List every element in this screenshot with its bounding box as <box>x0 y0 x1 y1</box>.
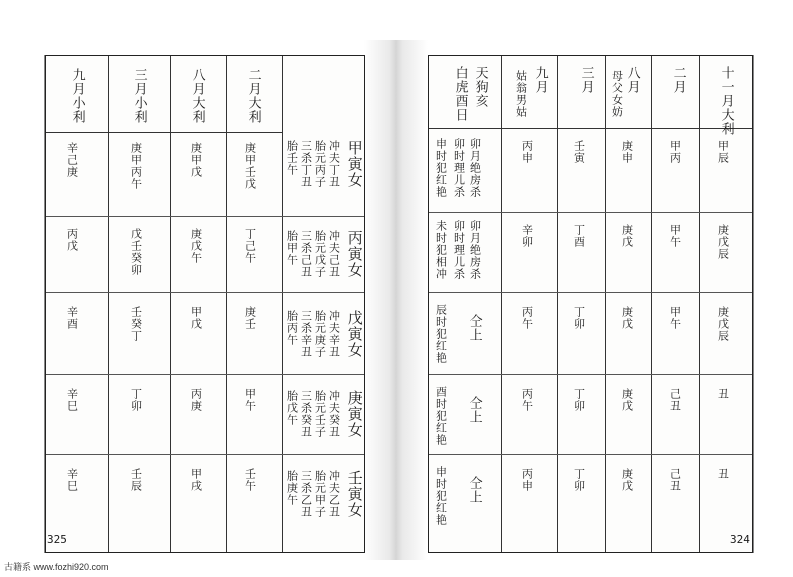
table-cell: 甲戌 <box>189 468 203 492</box>
table-cell: 丑 <box>716 388 730 400</box>
page-number: 324 <box>730 533 750 546</box>
left-hline <box>46 216 364 217</box>
month-note: 母父女妨 <box>610 70 624 118</box>
detail-column: 冲夫辛丑 <box>327 310 341 358</box>
table-cell: 丁卯 <box>572 306 586 330</box>
table-cell: 己丑 <box>668 468 682 492</box>
right-hline <box>429 128 752 129</box>
detail-column: 胎甲午 <box>285 230 299 266</box>
table-cell: 甲辰 <box>716 140 730 164</box>
table-cell: 丙申 <box>520 140 534 164</box>
table-cell: 辛酉 <box>65 306 79 330</box>
detail-column: 胎庚午 <box>285 470 299 506</box>
row-header: 丙寅女 <box>345 230 364 278</box>
table-cell: 甲丙 <box>668 140 682 164</box>
table-cell: 庚戊辰 <box>716 306 730 342</box>
table-cell: 庚甲丙午 <box>129 142 143 190</box>
table-cell: 壬寅 <box>572 140 586 164</box>
row-label: 申时犯红艳 <box>434 466 448 526</box>
row-header: 壬寅女 <box>345 470 364 518</box>
table-cell: 辛巳 <box>65 388 79 412</box>
table-cell: 丁卯 <box>572 388 586 412</box>
month-header: 三月 <box>578 66 594 94</box>
detail-column: 三杀己丑 <box>299 230 313 278</box>
row-header: 庚寅女 <box>345 390 364 438</box>
header-title: 天狗亥 <box>472 66 488 108</box>
table-cell: 庚戊 <box>620 388 634 412</box>
table-cell: 丁卯 <box>572 468 586 492</box>
page-number: 325 <box>47 533 67 546</box>
row-label: 仝上 <box>466 476 482 504</box>
table-cell: 庚申 <box>620 140 634 164</box>
table-cell: 辛巳 <box>65 468 79 492</box>
left-vline <box>170 56 171 552</box>
table-cell: 戊壬癸卯 <box>129 228 143 276</box>
table-cell: 甲午 <box>668 306 682 330</box>
right-hline <box>429 454 752 455</box>
table-cell: 辛卯 <box>520 224 534 248</box>
table-cell: 庚戊午 <box>189 228 203 264</box>
table-cell: 壬午 <box>243 468 257 492</box>
header-subtitle: 白虎酉日 <box>452 66 468 122</box>
right-hline <box>429 292 752 293</box>
row-label: 卯月绝房杀 <box>468 220 482 280</box>
left-vline <box>108 56 109 552</box>
table-cell: 丙午 <box>520 388 534 412</box>
right-hline <box>429 374 752 375</box>
table-cell: 甲午 <box>668 224 682 248</box>
book-gutter <box>364 40 428 560</box>
detail-column: 胎壬午 <box>285 140 299 176</box>
month-header: 三月小利 <box>131 68 147 124</box>
table-cell: 庚甲壬戊 <box>243 142 257 190</box>
table-cell: 丁己午 <box>243 228 257 264</box>
detail-column: 胎元戊子 <box>313 230 327 278</box>
left-table-frame <box>45 55 365 553</box>
row-label: 卯时理儿杀 <box>452 138 466 198</box>
month-header: 九月 <box>532 66 548 94</box>
row-header: 戊寅女 <box>345 310 364 358</box>
footer-watermark: 古籍系 www.fozhi920.com <box>4 562 109 572</box>
right-hline <box>429 212 752 213</box>
detail-column: 冲夫丁丑 <box>327 140 341 188</box>
month-header: 八月 <box>624 66 640 94</box>
table-cell: 辛己庚 <box>65 142 79 178</box>
row-header: 甲寅女 <box>345 140 364 188</box>
month-header: 八月大利 <box>189 68 205 124</box>
row-label: 未时犯相冲 <box>434 220 448 280</box>
right-page <box>428 55 754 553</box>
table-cell: 甲午 <box>243 388 257 412</box>
detail-column: 胎元丙子 <box>313 140 327 188</box>
table-cell: 庚戊 <box>620 224 634 248</box>
detail-column: 三杀乙丑 <box>299 470 313 518</box>
month-header: 十一月大利 <box>718 66 734 136</box>
right-table-frame <box>428 55 753 553</box>
month-note: 姑翁男姑 <box>514 70 528 118</box>
table-cell: 壬癸丁 <box>129 306 143 342</box>
table-cell: 丙午 <box>520 306 534 330</box>
table-cell: 壬辰 <box>129 468 143 492</box>
row-label: 申时犯红艳 <box>434 138 448 198</box>
detail-column: 冲夫乙丑 <box>327 470 341 518</box>
table-cell: 庚壬 <box>243 306 257 330</box>
right-vline <box>699 56 700 552</box>
table-cell: 丙庚 <box>189 388 203 412</box>
table-cell: 丑 <box>716 468 730 480</box>
table-cell: 丁酉 <box>572 224 586 248</box>
detail-column: 冲夫癸丑 <box>327 390 341 438</box>
detail-column: 冲夫己丑 <box>327 230 341 278</box>
left-page <box>44 55 365 553</box>
right-vline <box>501 56 502 552</box>
table-cell: 丙申 <box>520 468 534 492</box>
table-cell: 庚戊 <box>620 306 634 330</box>
left-vline <box>226 56 227 552</box>
detail-column: 三杀癸丑 <box>299 390 313 438</box>
detail-column: 胎丙午 <box>285 310 299 346</box>
right-vline <box>557 56 558 552</box>
table-cell: 甲戊 <box>189 306 203 330</box>
row-label: 卯月绝房杀 <box>468 138 482 198</box>
table-cell: 庚甲戊 <box>189 142 203 178</box>
detail-column: 三杀丁丑 <box>299 140 313 188</box>
detail-column: 胎元甲子 <box>313 470 327 518</box>
table-cell: 庚戊辰 <box>716 224 730 260</box>
table-cell: 丁卯 <box>129 388 143 412</box>
row-label: 卯时理儿杀 <box>452 220 466 280</box>
right-vline <box>605 56 606 552</box>
detail-column: 三杀辛丑 <box>299 310 313 358</box>
row-label: 仝上 <box>466 396 482 424</box>
month-header: 二月大利 <box>245 68 261 124</box>
detail-column: 胎元庚子 <box>313 310 327 358</box>
table-cell: 丙戊 <box>65 228 79 252</box>
left-hline <box>46 292 364 293</box>
detail-column: 胎元壬子 <box>313 390 327 438</box>
right-vline <box>651 56 652 552</box>
row-label: 辰时犯红艳 <box>434 304 448 364</box>
left-hline <box>46 132 282 133</box>
left-vline <box>282 56 283 552</box>
month-header: 九月小利 <box>69 68 85 124</box>
row-label: 仝上 <box>466 314 482 342</box>
detail-column: 胎戊午 <box>285 390 299 426</box>
table-cell: 庚戊 <box>620 468 634 492</box>
left-hline <box>46 374 364 375</box>
table-cell: 己丑 <box>668 388 682 412</box>
left-hline <box>46 454 364 455</box>
month-header: 二月 <box>670 66 686 94</box>
row-label: 酉时犯红艳 <box>434 386 448 446</box>
